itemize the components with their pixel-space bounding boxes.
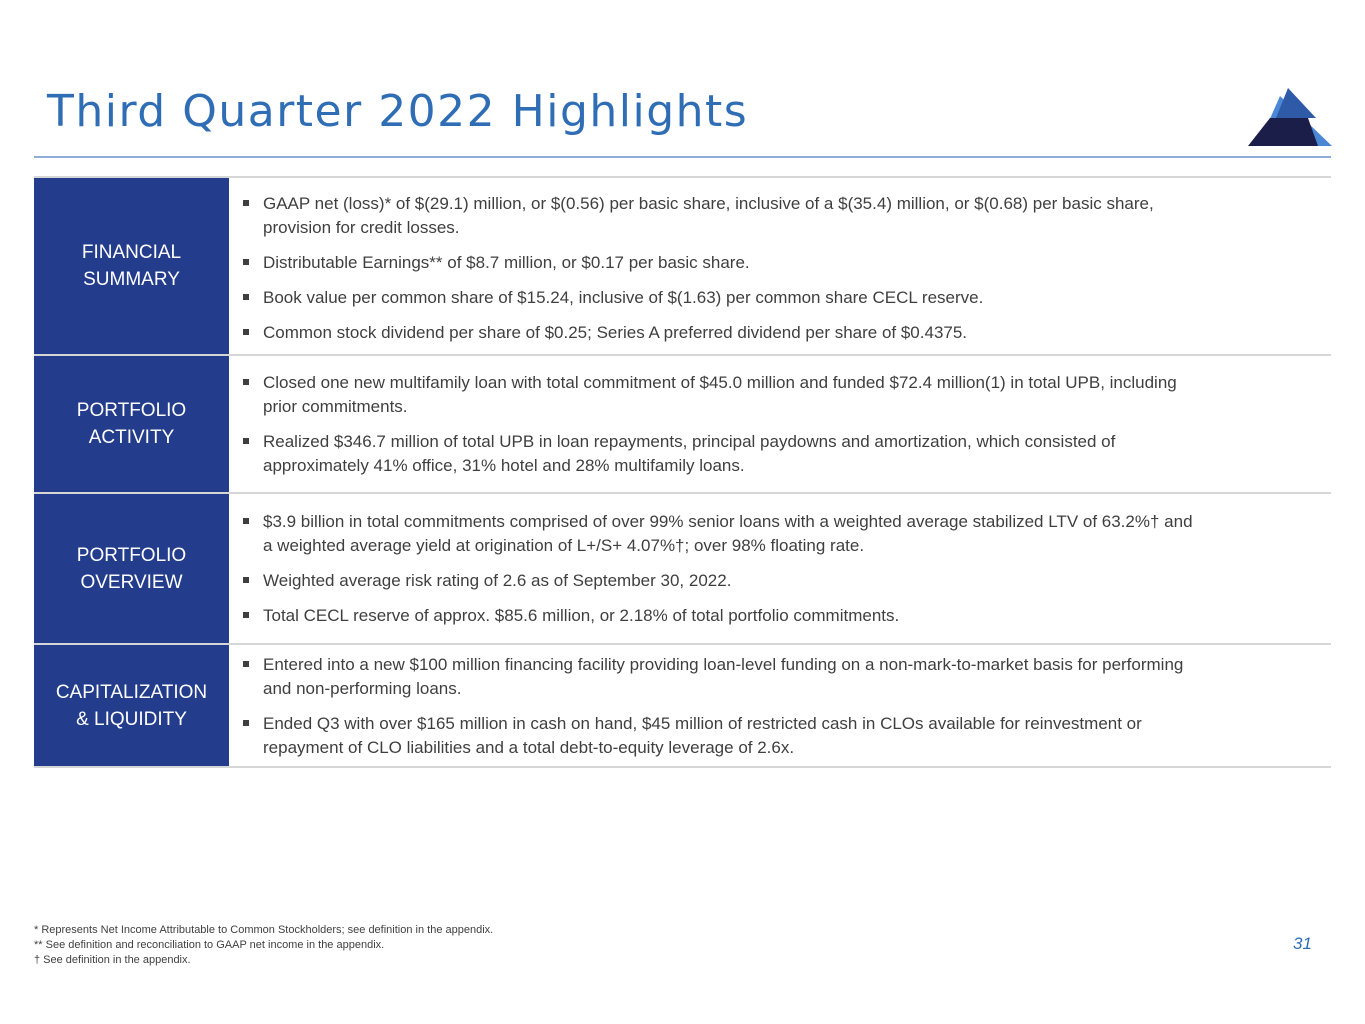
list-item-text: Closed one new multifamily loan with total commitment of $45.0 million and funded $72.4 million(1) in total UPB, including prior commitments. [263, 373, 1177, 416]
list-item-text: Ended Q3 with over $165 million in cash on hand, $45 million of restricted cash in CLOs available for reinvestment or repayment of CLO liabilities and a total debt-to-equity leverage of 2.6x. [263, 714, 1142, 757]
square-bullet-icon [243, 294, 249, 300]
list-item-text: $3.9 billion in total commitments comprised of over 99% senior loans with a weighted average stabilized LTV of 63.2%† and a weighted average yield at origination of L+/S+ 4.07%†; over 98% floating rate. [263, 512, 1193, 555]
mountain-logo-icon [1236, 88, 1332, 148]
list-item [239, 286, 1307, 310]
list-item [239, 251, 1307, 275]
section-items [229, 645, 1331, 766]
list-item-text: Total CECL reserve of approx. $85.6 million, or 2.18% of total portfolio commitments. [263, 606, 900, 625]
page-number: 31 [1293, 934, 1312, 953]
page-title: Third Quarter 2022 Highlights [47, 86, 749, 137]
section-label: CAPITALIZATION & LIQUIDITY [34, 645, 229, 766]
square-bullet-icon [243, 379, 249, 385]
section-label: PORTFOLIO ACTIVITY [34, 356, 229, 492]
list-item-text: Weighted average risk rating of 2.6 as of September 30, 2022. [263, 571, 732, 590]
list-item-text: Book value per common share of $15.24, inclusive of $(1.63) per common share CECL reserve. [263, 288, 984, 307]
section-label: FINANCIAL SUMMARY [34, 178, 229, 354]
section-label: PORTFOLIO OVERVIEW [34, 494, 229, 643]
highlights-table [34, 176, 1331, 768]
footnote: * Represents Net Income Attributable to Common Stockholders; see definition in the appendix. [34, 924, 494, 936]
square-bullet-icon [243, 518, 249, 524]
list-item-text: Distributable Earnings** of $8.7 million, or $0.17 per basic share. [263, 253, 750, 272]
footnote: ** See definition and reconciliation to GAAP net income in the appendix. [34, 939, 385, 951]
list-item [239, 321, 1307, 345]
list-item [239, 712, 1307, 760]
list-item [239, 653, 1307, 701]
square-bullet-icon [243, 200, 249, 206]
list-item-text: GAAP net (loss)* of $(29.1) million, or $(0.56) per basic share, inclusive of a $(35.4) million, or $(0.68) per basic share, provision for credit losses. [263, 194, 1154, 237]
section-items [229, 356, 1331, 492]
list-item-text: Realized $346.7 million of total UPB in loan repayments, principal paydowns and amortization, which consisted of approximately 41% office, 31% hotel and 28% multifamily loans. [263, 432, 1116, 475]
title-divider [34, 156, 1331, 158]
section-items [229, 178, 1331, 354]
section-row-portfolio-overview [34, 494, 1331, 645]
section-row-capitalization-liquidity [34, 645, 1331, 768]
list-item [239, 569, 1307, 593]
list-item [239, 430, 1307, 478]
list-item-text: Entered into a new $100 million financing facility providing loan-level funding on a non-mark-to-market basis for performing and non-performing loans. [263, 655, 1184, 698]
section-row-portfolio-activity [34, 356, 1331, 494]
footnote: † See definition in the appendix. [34, 954, 191, 966]
list-item [239, 192, 1307, 240]
square-bullet-icon [243, 612, 249, 618]
square-bullet-icon [243, 577, 249, 583]
square-bullet-icon [243, 438, 249, 444]
section-row-financial-summary [34, 178, 1331, 356]
list-item [239, 371, 1307, 419]
square-bullet-icon [243, 661, 249, 667]
list-item-text: Common stock dividend per share of $0.25; Series A preferred dividend per share of $0.4375. [263, 323, 968, 342]
square-bullet-icon [243, 720, 249, 726]
list-item [239, 604, 1307, 628]
square-bullet-icon [243, 329, 249, 335]
square-bullet-icon [243, 259, 249, 265]
list-item [239, 510, 1307, 558]
section-items [229, 494, 1331, 643]
footnotes [34, 923, 493, 968]
